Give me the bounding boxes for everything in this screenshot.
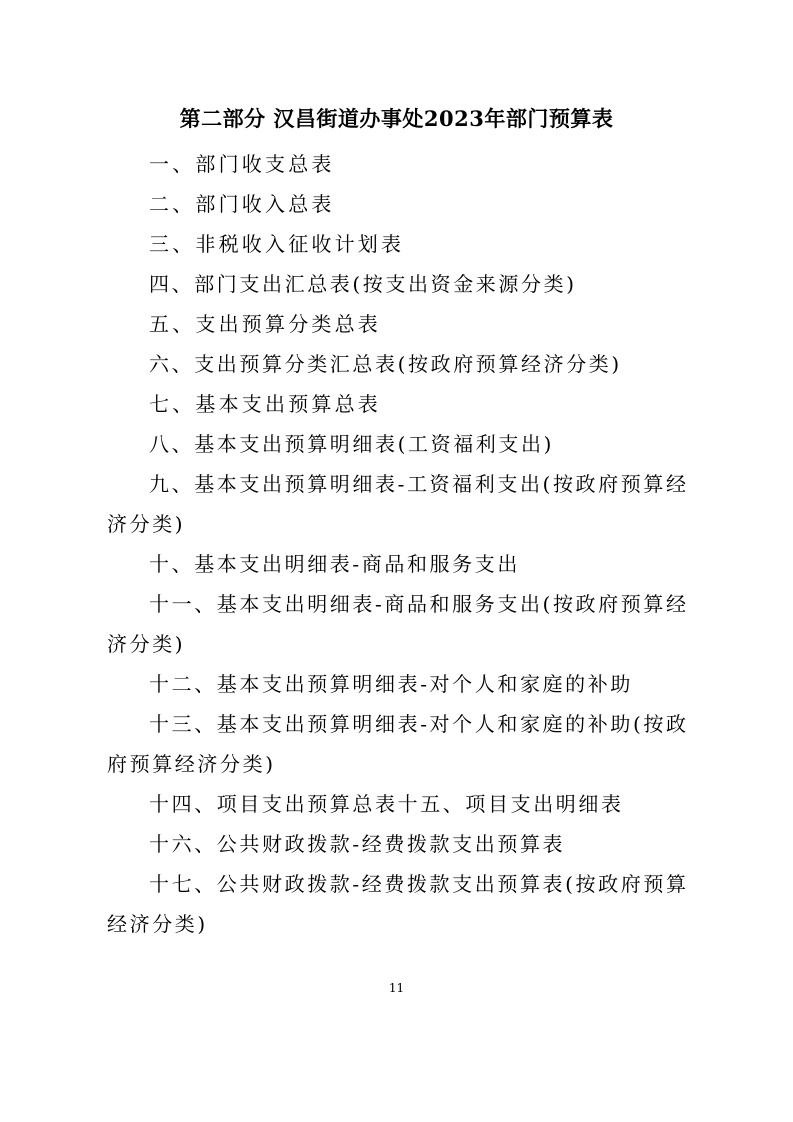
table-of-contents bbox=[107, 144, 690, 944]
toc-item-1: 一、部门收支总表 bbox=[149, 152, 335, 176]
toc-item-12: 十二、基本支出预算明细表-对个人和家庭的补助 bbox=[149, 672, 633, 696]
toc-item-7: 七、基本支出预算总表 bbox=[149, 392, 381, 416]
toc-item-16: 十七、公共财政拨款-经费拨款支出预算表(按政府预算经济分类) bbox=[107, 872, 689, 936]
toc-item-2: 二、部门收入总表 bbox=[149, 192, 335, 216]
toc-item-13: 十三、基本支出预算明细表-对个人和家庭的补助(按政府预算经济分类) bbox=[107, 712, 689, 776]
toc-item-15: 十六、公共财政拨款-经费拨款支出预算表 bbox=[149, 832, 566, 856]
toc-item-6: 六、支出预算分类汇总表(按政府预算经济分类) bbox=[149, 352, 622, 376]
toc-item-4: 四、部门支出汇总表(按支出资金来源分类) bbox=[149, 272, 577, 296]
page-title: 第二部分 汉昌街道办事处2023年部门预算表 bbox=[179, 106, 614, 131]
toc-item-3: 三、非税收入征收计划表 bbox=[149, 232, 405, 256]
toc-item-8: 八、基本支出预算明细表(工资福利支出) bbox=[149, 432, 555, 456]
toc-item-9: 九、基本支出预算明细表-工资福利支出(按政府预算经济分类) bbox=[107, 472, 689, 536]
toc-item-5: 五、支出预算分类总表 bbox=[149, 312, 381, 336]
toc-item-14: 十四、项目支出预算总表十五、项目支出明细表 bbox=[149, 792, 624, 816]
toc-item-10: 十、基本支出明细表-商品和服务支出 bbox=[149, 552, 520, 576]
page-number: 11 bbox=[388, 981, 405, 995]
toc-item-11: 十一、基本支出明细表-商品和服务支出(按政府预算经济分类) bbox=[107, 592, 689, 656]
